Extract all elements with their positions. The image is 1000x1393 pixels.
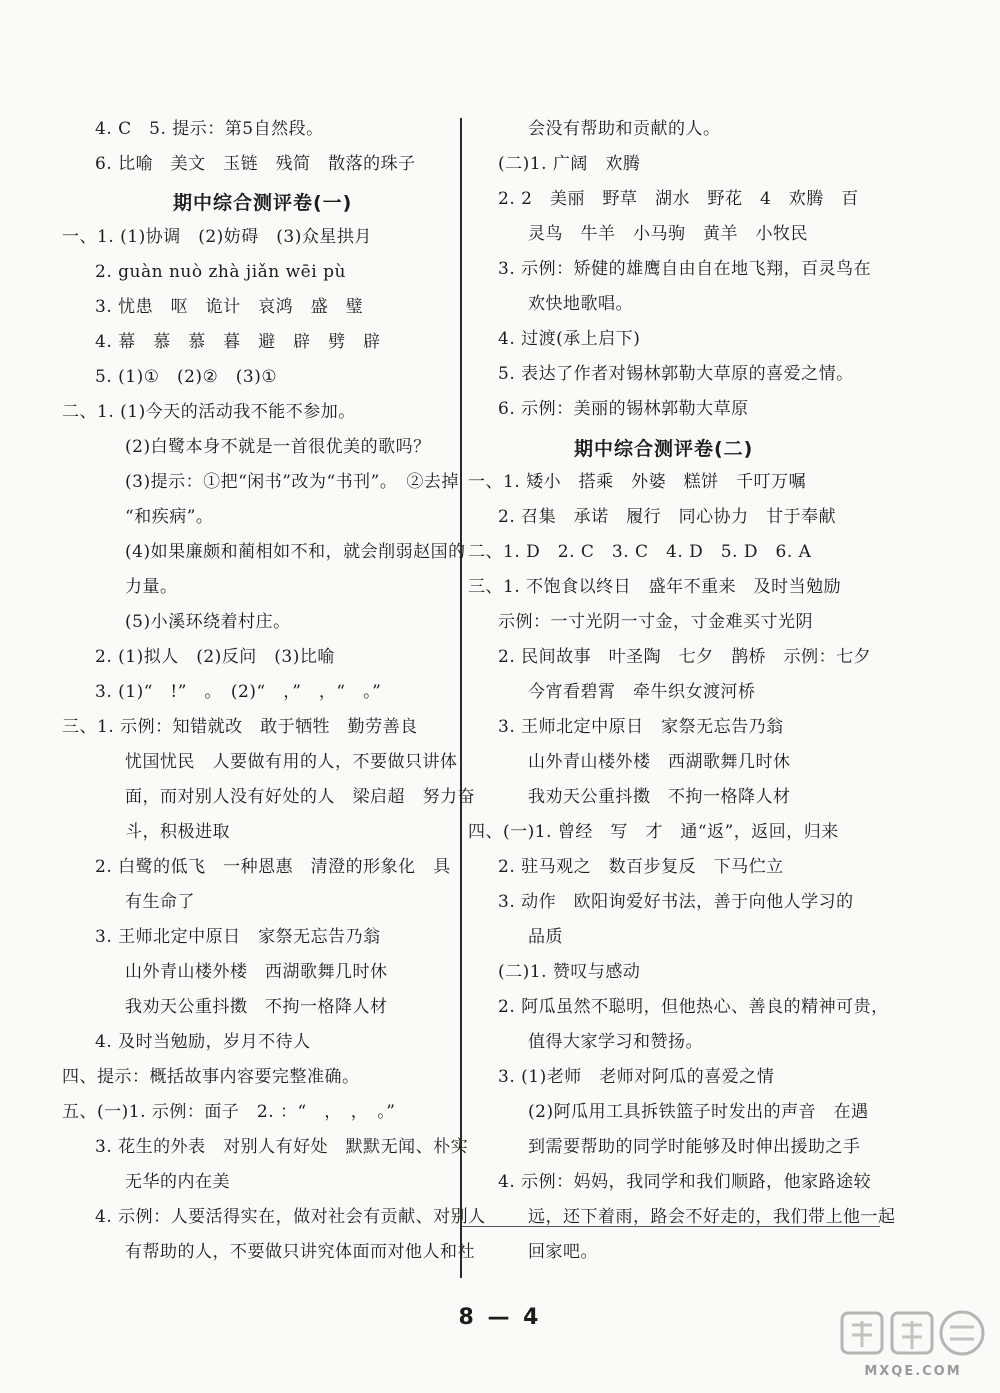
left-answer-line: 6. 比喻 美文 玉链 残简 散落的珠子 [95, 154, 416, 174]
right-answer-line: 2. 2 美丽 野草 湖水 野花 4 欢腾 百 [498, 189, 859, 209]
left-answer-line: 山外青山楼外楼 西湖歌舞几时休 [125, 962, 388, 982]
left-answer-line: 4. C 5. 提示：第5自然段。 [95, 119, 324, 139]
right-answer-line: 2. 驻马观之 数百步复反 下马伫立 [498, 857, 784, 877]
right-answer-line: (2)阿瓜用工具拆铁篮子时发出的声音 在遇 [528, 1102, 869, 1122]
left-answer-line: 斗，积极进取 [125, 822, 230, 842]
left-answer-line: 4. 及时当勉励，岁月不待人 [95, 1032, 311, 1052]
left-answer-line: 有帮助的人，不要做只讲究体面而对他人和社 [125, 1242, 475, 1262]
right-answer-line: 回家吧。 [528, 1242, 598, 1262]
left-section-title: 期中综合测评卷(一) [173, 192, 353, 214]
right-answer-line: 4. 过渡(承上启下) [498, 329, 641, 349]
watermark-logo [838, 1307, 988, 1379]
left-answer-line: 面，而对别人没有好处的人 梁启超 努力奋 [125, 787, 475, 807]
right-answer-line: 4. 示例：妈妈，我同学和我们顺路，他家路途较 [498, 1172, 872, 1192]
right-answer-line: 2. 召集 承诺 履行 同心协力 甘于奉献 [498, 507, 837, 527]
left-answer-line: 3. 忧患 呕 诡计 哀鸿 盛 璧 [95, 297, 364, 317]
left-answer-line: 2. (1)拟人 (2)反问 (3)比喻 [95, 647, 335, 667]
left-answer-line: 三、1. 示例：知错就改 敢于牺牲 勤劳善良 [62, 717, 418, 737]
right-answer-line: 会没有帮助和贡献的人。 [528, 119, 721, 139]
page-number: 8 — 4 [458, 1305, 542, 1330]
right-answer-line: 四、(一)1. 曾经 写 才 通“返”，返回，归来 [468, 822, 839, 842]
right-answer-line: 值得大家学习和赞扬。 [528, 1032, 703, 1052]
right-answer-line: (二)1. 赞叹与感动 [498, 962, 641, 982]
right-answer-line: 远，还下着雨，路会不好走的，我们带上他一起 [528, 1207, 896, 1227]
right-answer-line: 灵鸟 牛羊 小马驹 黄羊 小牧民 [528, 224, 808, 244]
left-answer-line: 我劝天公重抖擞 不拘一格降人材 [125, 997, 388, 1017]
left-answer-line: (3)提示：①把“闲书”改为“书刊”。 ②去掉 [125, 472, 459, 492]
right-answer-line: (二)1. 广阔 欢腾 [498, 154, 641, 174]
left-answer-line: 5. (1)① (2)② (3)① [95, 367, 278, 387]
right-answer-line: 我劝天公重抖擞 不拘一格降人材 [528, 787, 791, 807]
right-answer-line: 到需要帮助的同学时能够及时伸出援助之手 [528, 1137, 861, 1157]
left-answer-line: 3. 王师北定中原日 家祭无忘告乃翁 [95, 927, 381, 947]
right-answer-line: 二、1. D 2. C 3. C 4. D 5. D 6. A [468, 542, 812, 562]
right-answer-line: 2. 阿瓜虽然不聪明，但他热心、善良的精神可贵， [498, 997, 889, 1017]
left-answer-line: 一、1. (1)协调 (2)妨碍 (3)众星拱月 [62, 227, 372, 247]
left-answer-line: 4. 幕 慕 慕 暮 避 辟 劈 辟 [95, 332, 381, 352]
left-answer-line: 2. 白鹭的低飞 一种恩惠 清澄的形象化 具 [95, 857, 451, 877]
watermark-icon [838, 1307, 988, 1363]
left-answer-line: “和疾病”。 [125, 507, 214, 527]
right-answer-line: 欢快地歌唱。 [528, 294, 633, 314]
column-divider [460, 118, 462, 1278]
right-answer-line: 3. 动作 欧阳询爱好书法，善于向他人学习的 [498, 892, 854, 912]
right-answer-line: 3. 示例：矫健的雄鹰自由自在地飞翔，百灵鸟在 [498, 259, 872, 279]
right-answer-line: 一、1. 矮小 搭乘 外婆 糕饼 千叮万嘱 [468, 472, 807, 492]
right-answer-line: 3. 王师北定中原日 家祭无忘告乃翁 [498, 717, 784, 737]
right-answer-line: 2. 民间故事 叶圣陶 七夕 鹊桥 示例：七夕 [498, 647, 872, 667]
left-answer-line: 有生命了 [125, 892, 195, 912]
right-answer-line: 今宵看碧霄 牵牛织女渡河桥 [528, 682, 756, 702]
right-answer-line: 三、1. 不饱食以终日 盛年不重来 及时当勉励 [468, 577, 842, 597]
left-answer-line: 3. 花生的外表 对别人有好处 默默无闻、朴实 [95, 1137, 469, 1157]
right-answer-line: 5. 表达了作者对锡林郭勒大草原的喜爱之情。 [498, 364, 854, 384]
left-answer-line: 忧国忧民 人要做有用的人，不要做只讲体 [125, 752, 458, 772]
left-answer-line: (2)白鹭本身不就是一首很优美的歌吗？ [125, 437, 431, 457]
left-answer-line: 无华的内在美 [125, 1172, 230, 1192]
left-answer-line: 3. (1)“ !” 。 (2)“ ，” ，“ 。” [95, 682, 382, 702]
right-answer-line: 示例：一寸光阴一寸金，寸金难买寸光阴 [498, 612, 813, 632]
right-section-title: 期中综合测评卷(二) [574, 438, 754, 460]
left-answer-line: 4. 示例：人要活得实在，做对社会有贡献、对别人 [95, 1207, 486, 1227]
right-answer-line: 3. (1)老师 老师对阿瓜的喜爱之情 [498, 1067, 775, 1087]
right-answer-line: 6. 示例：美丽的锡林郭勒大草原 [498, 399, 749, 419]
left-answer-line: (5)小溪环绕着村庄。 [125, 612, 291, 632]
right-answer-line: 品质 [528, 927, 563, 947]
left-answer-line: 二、1. (1)今天的活动我不能不参加。 [62, 402, 356, 422]
right-answer-line: 山外青山楼外楼 西湖歌舞几时休 [528, 752, 791, 772]
watermark-site: MXQE.COM [864, 1364, 962, 1379]
left-answer-line: (4)如果廉颇和蔺相如不和，就会削弱赵国的 [125, 542, 466, 562]
left-answer-line: 四、提示：概括故事内容要完整准确。 [62, 1067, 360, 1087]
left-answer-line: 2. guàn nuò zhà jiǎn wēi pù [95, 262, 346, 282]
left-answer-line: 力量。 [125, 577, 178, 597]
left-answer-line: 五、(一)1. 示例：面子 2. ：“ ， ， 。” [62, 1102, 396, 1122]
